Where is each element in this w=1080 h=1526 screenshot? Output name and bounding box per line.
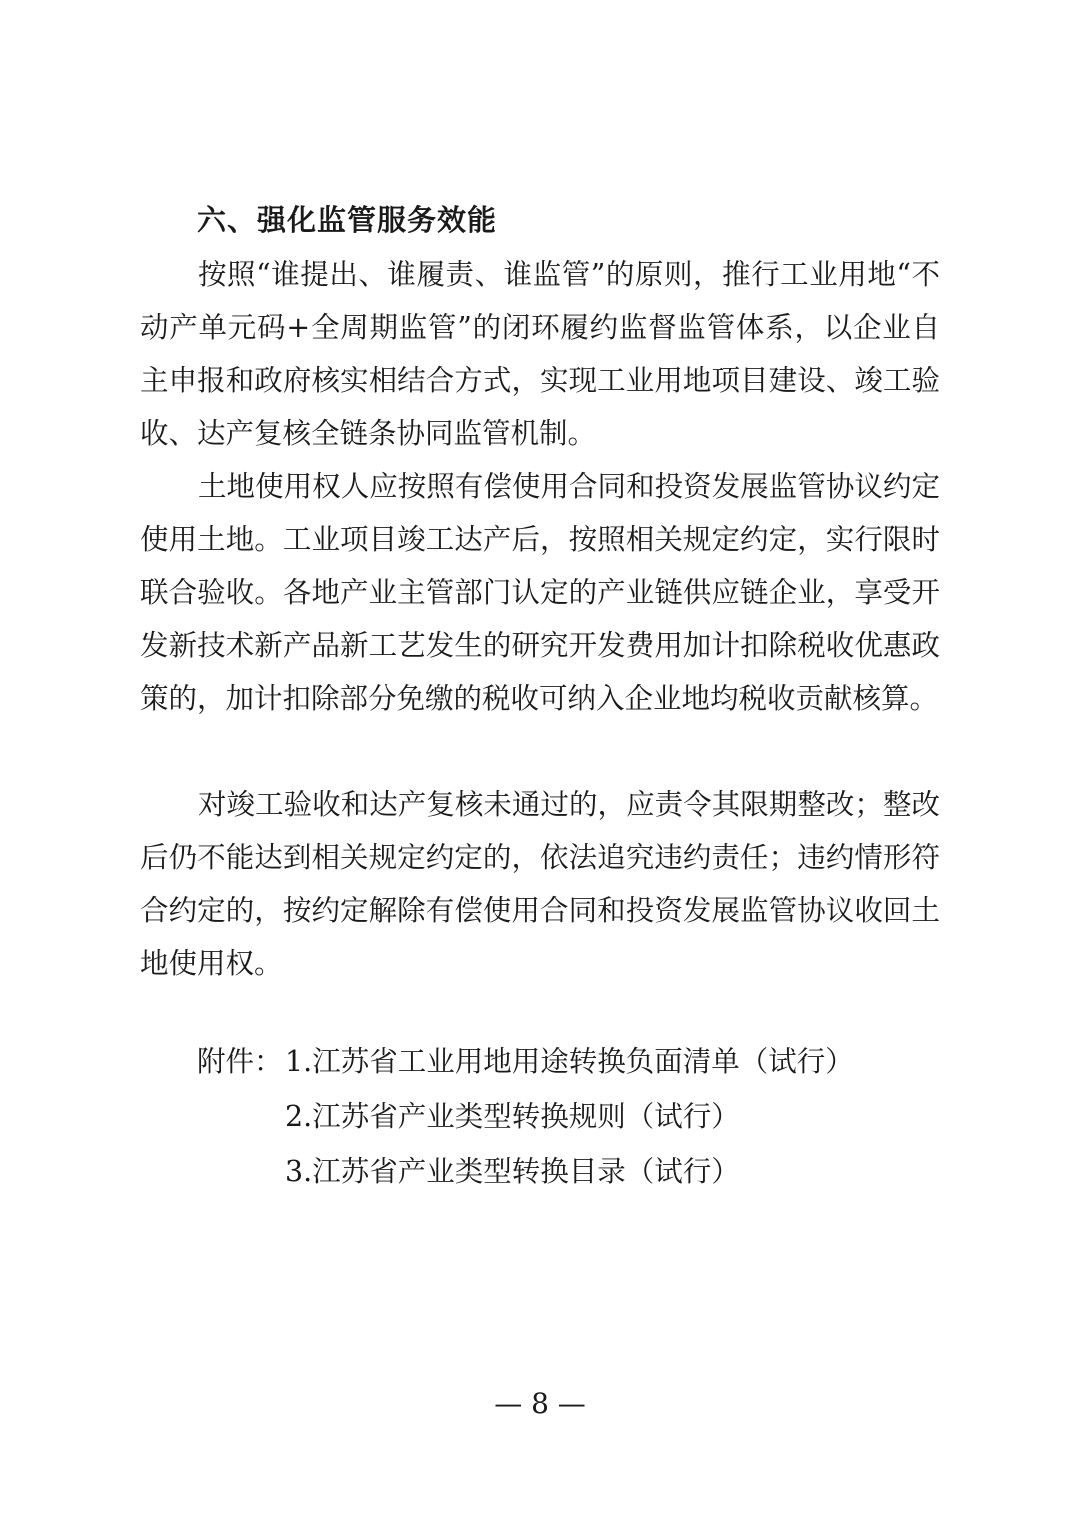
- attachments-list: [197, 1034, 854, 1199]
- section-heading: 六、强化监管服务效能: [197, 203, 498, 237]
- attachment-row: [197, 1144, 854, 1199]
- attachment-item: 3.江苏省产业类型转换目录（试行）: [285, 1155, 740, 1188]
- attachment-item: 1.江苏省工业用地用途转换负面清单（试行）: [285, 1045, 854, 1078]
- attachment-indent: [197, 1144, 285, 1199]
- attachment-indent: [197, 1089, 285, 1144]
- attachment-row: [197, 1034, 854, 1089]
- attachment-item: 2.江苏省产业类型转换规则（试行）: [285, 1100, 740, 1133]
- paragraph-land-use-acceptance: 土地使用权人应按照有偿使用合同和投资发展监管协议约定使用土地。工业项目竣工达产后，按照相关规定约定，实行限时联合验收。各地产业主管部门认定的产业链供应链企业，享受开发新技术新产品新工艺发生的研究开发费用加计扣除税收优惠政策的，加计扣除部分免缴的税收可纳入企业地均税收贡献核算。: [140, 470, 940, 715]
- paragraph-supervision-principle: 按照“谁提出、谁履责、谁监管”的原则，推行工业用地“不动产单元码+全周期监管”的闭环履约监督监管体系，以企业自主申报和政府核实相结合方式，实现工业用地项目建设、竣工验收、达产复核全链条协同监管机制。: [140, 258, 940, 450]
- page-number: — 8 —: [494, 1387, 586, 1420]
- attachments-label: 附件：: [197, 1045, 283, 1078]
- attachment-row: [197, 1089, 854, 1144]
- paragraph-rectification: 对竣工验收和达产复核未通过的，应责令其限期整改；整改后仍不能达到相关规定约定的，依法追究违约责任；违约情形符合约定的，按约定解除有偿使用合同和投资发展监管协议收回土地使用权。: [140, 788, 940, 980]
